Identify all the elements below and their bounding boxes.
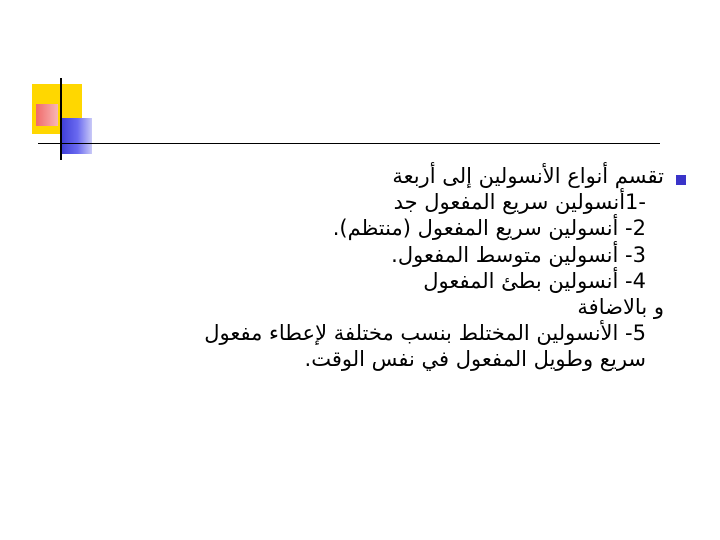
red-square-decoration (36, 104, 58, 126)
square-bullet-icon (676, 175, 686, 185)
list-item-1: -1أنسولين سريع المفعول جد (393, 190, 646, 215)
list-item-5: 5- الأنسولين المختلط بنسب مختلفة لإعطاء مفعول (204, 321, 646, 346)
intro-line: تقسم أنواع الأنسولين إلى أربعة (392, 164, 664, 188)
addition-line: و بالاضافة (577, 295, 664, 320)
list-item-2: 2- أنسولين سريع المفعول (منتظم). (332, 216, 646, 241)
list-item-5-continued: سريع وطويل المفعول في نفس الوقت. (304, 347, 646, 372)
list-item-3: 3- أنسولين متوسط المفعول. (391, 242, 646, 267)
horizontal-rule (38, 143, 660, 144)
blue-square-decoration (60, 118, 92, 154)
slide-body (104, 163, 664, 373)
vertical-rule (60, 78, 62, 160)
list-item-4: 4- أنسولين بطئ المفعول (423, 268, 646, 293)
